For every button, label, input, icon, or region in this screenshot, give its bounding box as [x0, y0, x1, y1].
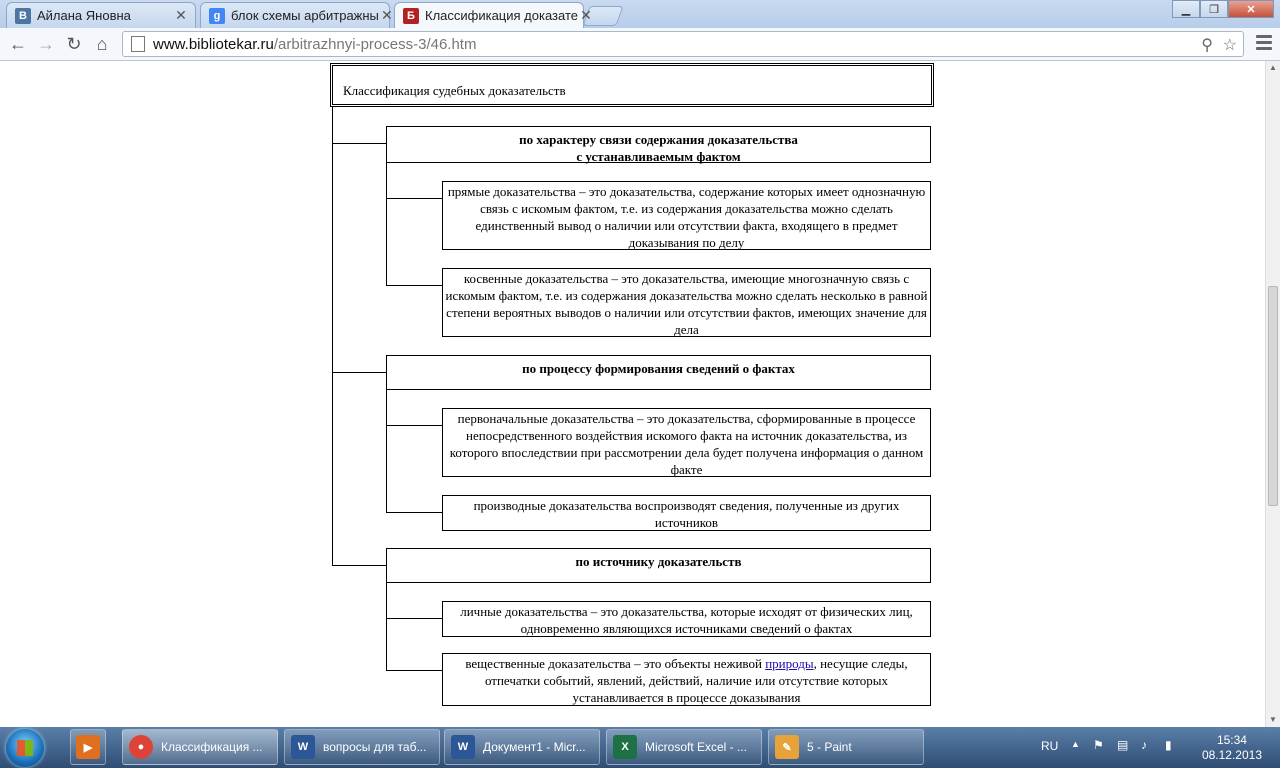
volume-icon[interactable]: ♪	[1141, 738, 1147, 752]
connector-line	[332, 372, 386, 373]
maximize-icon[interactable]: ❐	[1200, 0, 1228, 18]
paint-icon: ✎	[775, 735, 799, 759]
scroll-up-icon[interactable]: ▲	[1269, 63, 1277, 72]
taskbar-item-chrome[interactable]	[122, 729, 278, 765]
connector-line	[332, 143, 386, 144]
connector-line	[386, 512, 442, 513]
browser-toolbar	[0, 28, 1280, 61]
google-icon: g	[209, 8, 225, 24]
excel-icon: X	[613, 735, 637, 759]
taskbar	[0, 727, 1280, 768]
classification-item	[442, 653, 931, 706]
classification-item	[442, 268, 931, 337]
menu-icon[interactable]	[1256, 35, 1272, 53]
word-icon: W	[451, 735, 475, 759]
tab-active[interactable]	[394, 2, 592, 28]
classification-item	[442, 408, 931, 477]
reload-icon[interactable]: ↻	[66, 33, 82, 54]
connector-line	[386, 198, 442, 199]
taskbar-item-label: 5 - Paint	[807, 740, 852, 754]
connector-line	[332, 107, 333, 566]
taskbar-item-excel[interactable]	[606, 729, 762, 765]
item-text: личные доказательства – это доказательства, которые исходят от физических лиц, одновременно являющихся источниками сведений о фактах	[460, 604, 913, 636]
zoom-icon[interactable]: ⚲	[1201, 37, 1213, 54]
tab-title: блок схемы арбитражны	[231, 8, 379, 23]
address-bar[interactable]	[122, 31, 1244, 57]
connector-line	[386, 285, 442, 286]
root-box	[330, 63, 934, 107]
category-box	[386, 548, 931, 583]
connector-line	[386, 583, 387, 670]
window-controls	[1172, 0, 1274, 18]
scroll-thumb[interactable]	[1268, 286, 1278, 506]
scroll-down-icon[interactable]: ▼	[1269, 715, 1277, 724]
forward-icon[interactable]: →	[37, 33, 55, 54]
start-button[interactable]	[6, 729, 44, 767]
connector-line	[386, 670, 442, 671]
clock-date: 08.12.2013	[1201, 748, 1262, 762]
tab-title: Айлана Яновна	[37, 8, 131, 23]
network-icon[interactable]: ▤	[1117, 738, 1129, 752]
connector-line	[386, 425, 442, 426]
flag-icon[interactable]: ⚑	[1093, 738, 1104, 752]
minimize-icon[interactable]: ▁	[1172, 0, 1200, 18]
connector-line	[332, 565, 386, 566]
show-hidden-icons[interactable]: ▲	[1071, 739, 1080, 749]
tab-title: Классификация доказате	[425, 8, 578, 23]
taskbar-item-label: Microsoft Excel - ...	[645, 740, 748, 754]
close-icon[interactable]: ✕	[580, 7, 592, 23]
page-viewport	[0, 61, 1265, 727]
item-text: первоначальные доказательства – это доказательства, сформированные в процессе непосредственного воздействия искомого факта на источник доказательства, из которого впоследствии при рассмотрении дела будет получена информация о данном факте	[449, 411, 924, 477]
star-icon[interactable]: ☆	[1222, 37, 1237, 54]
close-icon[interactable]: ✕	[175, 7, 187, 23]
tab-google[interactable]	[200, 2, 393, 28]
vk-icon: B	[15, 8, 31, 24]
battery-icon[interactable]: ▮	[1165, 738, 1172, 752]
classification-item	[442, 181, 931, 250]
item-text: производные доказательства воспроизводят сведения, полученные из других источников	[473, 498, 900, 530]
taskbar-item-word[interactable]	[284, 729, 440, 765]
close-window-icon[interactable]: ✕	[1228, 0, 1274, 18]
connector-line	[386, 163, 387, 286]
category-box	[386, 355, 931, 390]
tab-vk[interactable]	[6, 2, 196, 28]
chrome-icon: ●	[129, 735, 153, 759]
item-text: вещественные доказательства – это объекты неживой	[465, 656, 766, 671]
back-icon[interactable]: ←	[9, 33, 27, 54]
taskbar-item-label: вопросы для таб...	[323, 740, 427, 754]
classification-item	[442, 495, 931, 531]
connector-line	[386, 618, 442, 619]
root-title: Классификация судебных доказательств	[343, 83, 566, 98]
bibliotekar-icon: Б	[403, 8, 419, 24]
classification-diagram	[0, 61, 1265, 727]
media-player-icon: ▶	[76, 735, 100, 759]
vertical-scrollbar[interactable]	[1265, 61, 1280, 727]
category-title: с устанавливаемым фактом	[576, 149, 741, 164]
taskbar-item-label: Документ1 - Micr...	[483, 740, 586, 754]
connector-line	[386, 390, 387, 512]
taskbar-item-label: Классификация ...	[161, 740, 263, 754]
url-domain: www.bibliotekar.ru	[153, 35, 274, 53]
prirody-link[interactable]: природы	[765, 656, 814, 671]
classification-item	[442, 601, 931, 637]
category-box	[386, 126, 931, 163]
taskbar-item-paint[interactable]	[768, 729, 924, 765]
item-text: косвенные доказательства – это доказательства, имеющие многозначную связь с искомым фактом, т.е. из содержания доказательства можно сделать несколько в равной степени вероятных выводов о наличии или отсутствии фактов, имеющих значение для дела	[445, 271, 928, 337]
language-indicator[interactable]: RU	[1041, 739, 1059, 753]
home-icon[interactable]: ⌂	[96, 33, 108, 54]
clock[interactable]	[1202, 733, 1262, 763]
category-title: по характеру связи содержания доказательства	[519, 132, 798, 147]
taskbar-item-word[interactable]	[444, 729, 600, 765]
item-text: прямые доказательства – это доказательства, содержание которых имеет однозначную связь с искомым фактом, т.е. из содержания доказательства можно сделать единственный вывод о наличии или отсутствии факта, входящего в предмет доказывания по делу	[447, 184, 926, 250]
page-icon	[131, 36, 145, 52]
category-title: по процессу формирования сведений о фактах	[522, 361, 795, 376]
close-icon[interactable]: ✕	[381, 7, 393, 23]
tab-strip	[0, 0, 1280, 28]
item-text: , несущие следы, отпечатки событий, явлений, действий, наличие или отсутствие которых устанавливается в процессе доказывания	[484, 656, 908, 705]
url-path: /arbitrazhnyi-process-3/46.htm	[273, 35, 477, 53]
word-icon: W	[291, 735, 315, 759]
category-title: по источнику доказательств	[575, 554, 742, 569]
media-player-button[interactable]	[70, 729, 106, 765]
system-tray	[1035, 727, 1280, 768]
clock-time: 15:34	[1216, 733, 1247, 747]
